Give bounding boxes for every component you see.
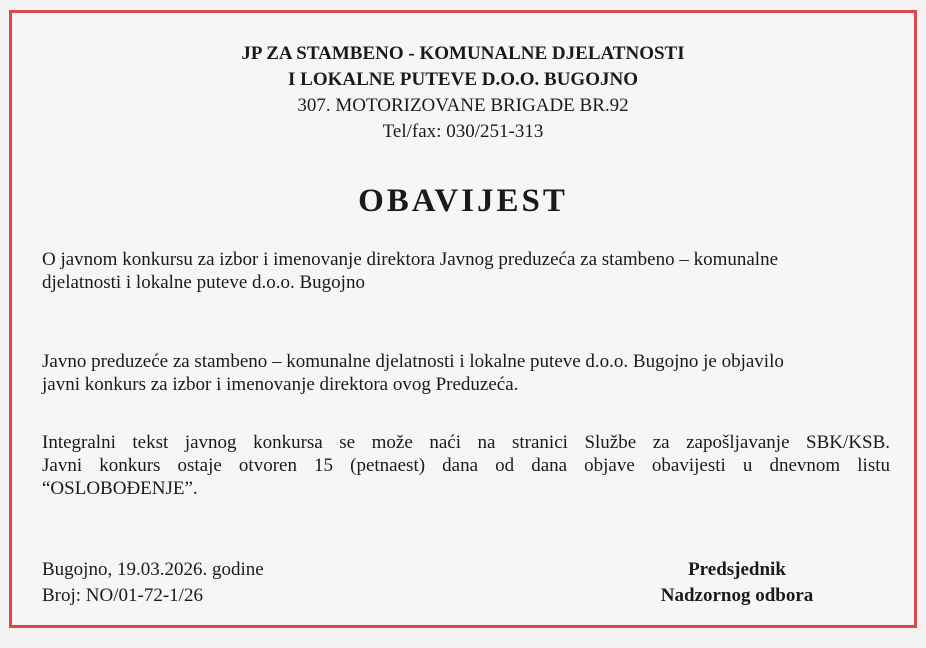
details-line3: “OSLOBOĐENJE”.: [42, 478, 198, 499]
subject-line2: djelatnosti i lokalne puteve d.o.o. Bugojno: [42, 272, 365, 293]
details-line2: Javni konkurs ostaje otvoren 15 (petnaest) dana od dana objave obavijesti u dnevnom listu: [42, 455, 890, 476]
notice-subject: [42, 248, 890, 294]
announcement-line2: javni konkurs za izbor i imenovanje direktora ovog Preduzeća.: [42, 374, 519, 395]
company-name-line1: JP ZA STAMBENO - KOMUNALNE DJELATNOSTI: [241, 43, 685, 64]
place-date: Bugojno, 19.03.2026. godine: [42, 559, 264, 580]
document-number: Broj: NO/01-72-1/26: [42, 585, 203, 606]
signature-title-line2: Nadzornog odbora: [660, 585, 814, 606]
signature-title-line1: Predsjednik: [688, 559, 786, 580]
company-phone: Tel/fax: 030/251-313: [382, 121, 544, 142]
company-address: 307. MOTORIZOVANE BRIGADE BR.92: [297, 95, 629, 116]
company-name-line2: I LOKALNE PUTEVE D.O.O. BUGOJNO: [288, 69, 638, 90]
details-line1: Integralni tekst javnog konkursa se može naći na stranici Službe za zapošljavanje SBK/KSB.: [42, 432, 890, 453]
signature-block: [642, 557, 832, 609]
place-and-number: [42, 557, 264, 609]
notice-paragraph-announcement: [42, 350, 890, 396]
notice-frame: [9, 10, 917, 628]
company-header: [12, 41, 914, 145]
announcement-line1: Javno preduzeće za stambeno – komunalne djelatnosti i lokalne puteve d.o.o. Bugojno je objavilo: [42, 351, 784, 372]
notice-paragraph-details: [42, 431, 890, 500]
notice-title: OBAVIJEST: [358, 183, 568, 219]
subject-line1: O javnom konkursu za izbor i imenovanje direktora Javnog preduzeća za stambeno – komunalne: [42, 249, 779, 270]
